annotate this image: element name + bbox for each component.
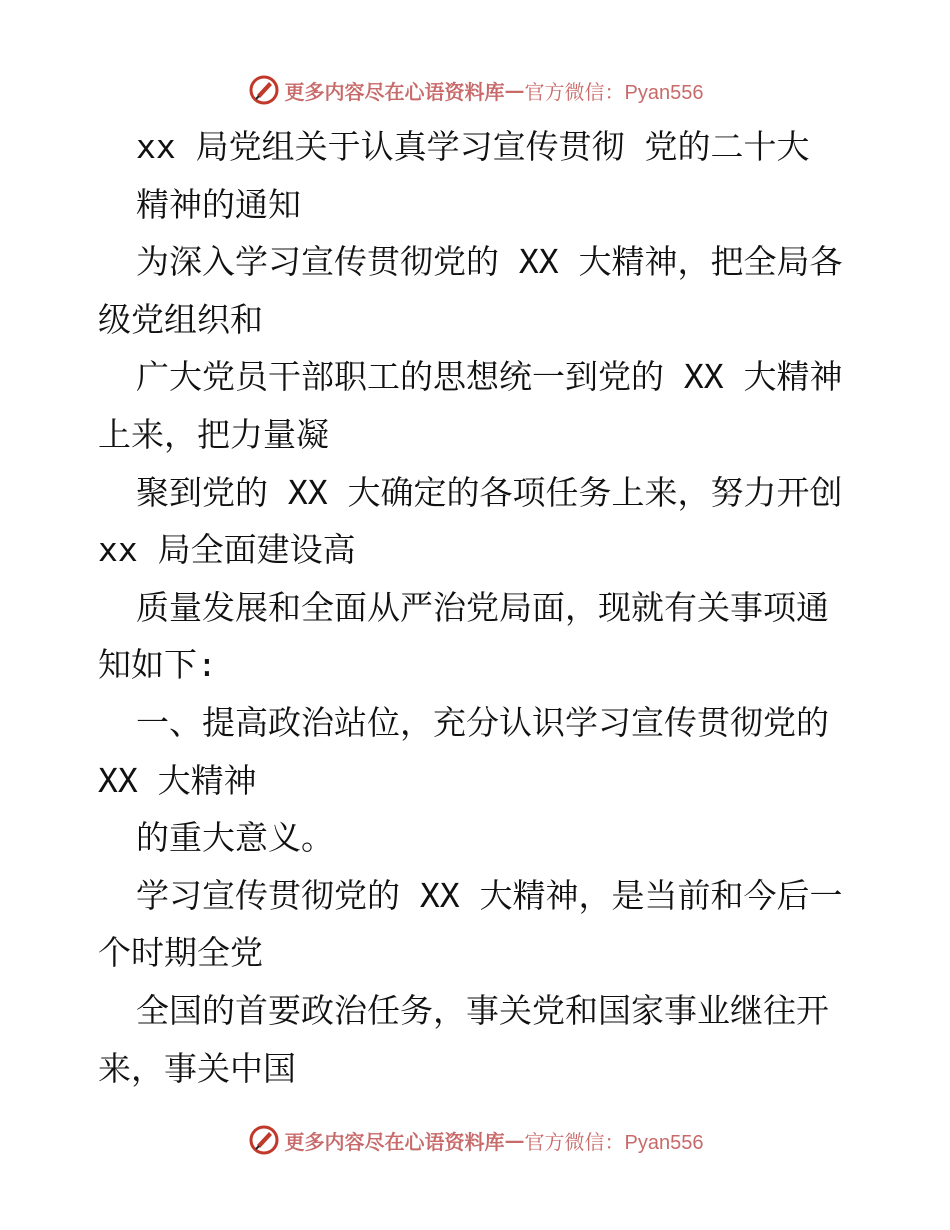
doc-line: XX 大精神 <box>98 760 257 800</box>
doc-line: 聚到党的 XX 大确定的各项任务上来，努力开创 <box>136 472 843 512</box>
watermark-dash: — <box>504 1128 525 1152</box>
watermark-brand-text: 更多内容尽在心语资料库 <box>284 79 505 104</box>
doc-line: 全国的首要政治任务，事关党和国家事业继往开 <box>136 990 829 1030</box>
doc-line: 级党组织和 <box>98 299 263 339</box>
doc-line: 广大党员干部职工的思想统一到党的 XX 大精神 <box>136 357 843 397</box>
doc-line: 知如下: <box>98 645 217 685</box>
watermark-brand-text: 更多内容尽在心语资料库 <box>284 1129 505 1154</box>
document-body <box>98 118 858 1097</box>
doc-line: 学习宣传贯彻党的 XX 大精神，是当前和今后一 <box>136 875 843 915</box>
doc-line: 为深入学习宣传贯彻党的 XX 大精神，把全局各 <box>136 242 843 282</box>
doc-line: 质量发展和全面从严治党局面，现就有关事项通 <box>136 587 829 627</box>
doc-line: xx 局全面建设高 <box>98 530 356 570</box>
doc-line: 个时期全党 <box>98 933 263 973</box>
footer-watermark <box>0 1120 950 1160</box>
doc-line: 的重大意义。 <box>136 818 334 858</box>
brand-logo-icon <box>247 1123 281 1157</box>
brand-logo-icon <box>247 73 281 107</box>
doc-line: xx 局党组关于认真学习宣传贯彻 党的二十大 <box>136 127 810 166</box>
watermark-contact-text: 官方微信：Pyan556 <box>524 1131 704 1154</box>
watermark-dash: — <box>504 78 525 102</box>
watermark-contact-text: 官方微信：Pyan556 <box>524 81 704 104</box>
doc-line: 精神的通知 <box>136 184 301 224</box>
doc-line: 一、提高政治站位，充分认识学习宣传贯彻党的 <box>136 702 829 742</box>
doc-line: 上来，把力量凝 <box>98 414 329 454</box>
header-watermark <box>0 70 950 110</box>
doc-line: 来，事关中国 <box>98 1048 296 1088</box>
